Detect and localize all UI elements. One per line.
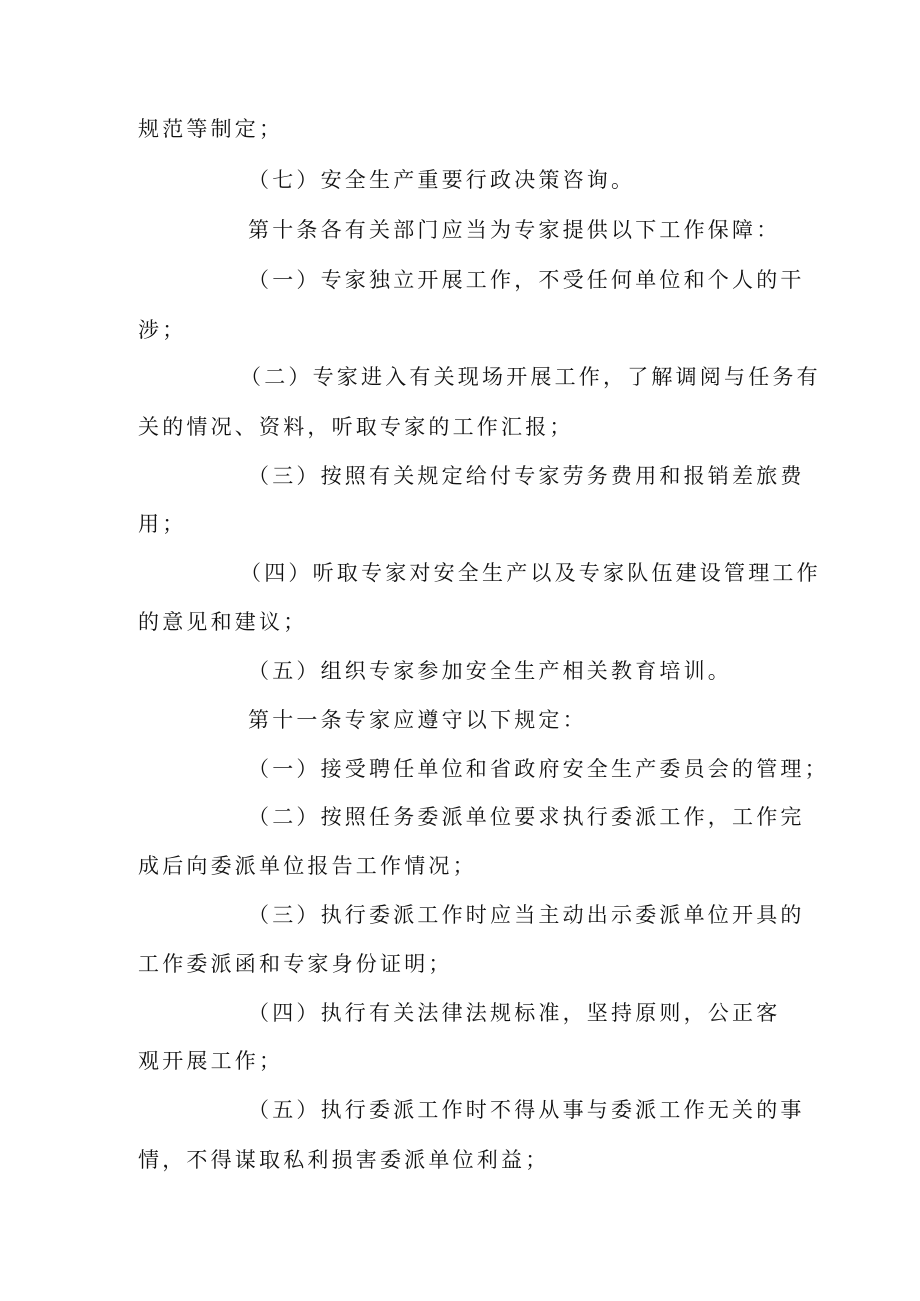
text-line: （一）专家独立开展工作，不受任何单位和个人的干 bbox=[248, 268, 805, 292]
text-line: （三）按照有关规定给付专家劳务费用和报销差旅费 bbox=[248, 464, 805, 488]
text-line: （二）专家进入有关现场开展工作，了解调阅与任务有 bbox=[240, 365, 821, 389]
text-line: （二）按照任务委派单位要求执行委派工作，工作完 bbox=[248, 805, 805, 829]
text-line: 用； bbox=[138, 512, 187, 536]
text-line: 关的情况、资料，听取专家的工作汇报； bbox=[138, 415, 574, 439]
text-line: （五）组织专家参加安全生产相关教育培训。 bbox=[248, 659, 732, 683]
text-line: 的意见和建议； bbox=[138, 610, 308, 634]
text-line: 涉； bbox=[138, 318, 187, 342]
text-line: 情，不得谋取私利损害委派单位利益； bbox=[138, 1148, 550, 1172]
section-heading: 第十条各有关部门应当为专家提供以下工作保障： bbox=[248, 218, 781, 242]
text-line: （一）接受聘任单位和省政府安全生产委员会的管理； bbox=[248, 757, 829, 781]
text-line: （五）执行委派工作时不得从事与委派工作无关的事 bbox=[248, 1098, 805, 1122]
text-line: （三）执行委派工作时应当主动出示委派单位开具的 bbox=[248, 903, 805, 927]
text-line: 规范等制定； bbox=[138, 117, 284, 141]
text-line: 观开展工作； bbox=[138, 1049, 284, 1073]
text-line: （四）听取专家对安全生产以及专家队伍建设管理工作 bbox=[240, 561, 821, 585]
text-line: （七）安全生产重要行政决策咨询。 bbox=[248, 168, 636, 192]
section-heading: 第十一条专家应遵守以下规定： bbox=[248, 708, 587, 732]
text-line: 成后向委派单位报告工作情况； bbox=[138, 854, 477, 878]
text-line: （四）执行有关法律法规标准，坚持原则，公正客 bbox=[248, 1001, 781, 1025]
text-line: 工作委派函和专家身份证明； bbox=[138, 952, 453, 976]
